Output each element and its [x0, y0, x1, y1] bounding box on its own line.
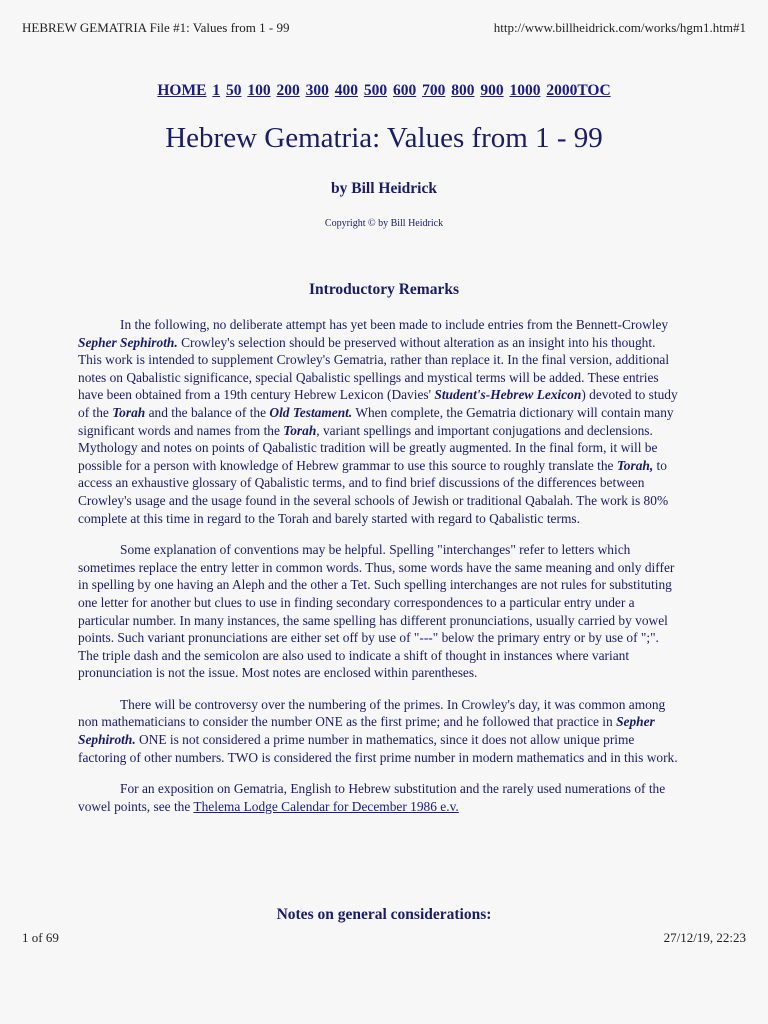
p1-italic-lexicon: Student's-Hebrew Lexicon: [434, 387, 582, 403]
p3-italic-sepher: Sepher Sephiroth.: [78, 714, 655, 748]
nav-link-100[interactable]: 100: [247, 82, 271, 99]
top-nav: [0, 82, 768, 100]
print-footer-page-count: 1 of 69: [22, 930, 59, 945]
thelema-calendar-link[interactable]: Thelema Lodge Calendar for December 1986 e.v.: [193, 798, 459, 814]
p4-text-a: For an exposition on Gematria, English to Hebrew substitution and the rarely used numerations of the vowel points, see the: [78, 781, 666, 814]
p1-text-g: and the balance of the: [145, 404, 270, 420]
print-header-title: HEBREW GEMATRIA File #1: Values from 1 - 99: [22, 20, 290, 35]
print-footer-datetime: 27/12/19, 22:23: [663, 930, 746, 945]
p3-text-a: There will be controversy over the numbering of the primes. In Crowley's day, it was common among non mathematicians to consider the number ONE as the first prime; and he followed that practice in: [78, 696, 666, 730]
p1-text-k: , variant spellings and important conjugations and declensions. Mythology and notes on points of Qabalistic tradition will be greatly augmented. In the final form, it will be possible for a person with knowledge of Hebrew grammar to use this source to roughly translate the: [78, 422, 658, 473]
p1-italic-torah-3: Torah,: [616, 457, 654, 473]
p1-text-c: Crowley's selection should be preserved without alteration as an insight into his thought. This work is intended to supplement Crowley's Gematria, rather than replace it. In the final version, additional notes on Qabalistic significance, special Qabalistic spellings and mystical terms will be added. These entries have been obtained from a 19th century Hebrew Lexicon (Davies': [78, 334, 670, 403]
p1-text-a: In the following, no deliberate attempt has yet been made to include entries from the Bennett-Crowley: [120, 317, 669, 332]
p1-italic-torah-2: Torah: [283, 422, 317, 438]
paragraph-3: [78, 696, 678, 766]
print-header-url: http://www.billheidrick.com/works/hgm1.htm#1: [493, 20, 746, 35]
nav-link-1[interactable]: 1: [212, 82, 221, 99]
nav-link-1000[interactable]: 1000: [509, 82, 541, 99]
p1-italic-sepher: Sepher Sephiroth.: [78, 334, 178, 350]
paragraph-1: [78, 316, 678, 527]
p3-text-c: ONE is not considered a prime number in mathematics, since it does not allow unique prime factoring of other numbers. TWO is considered the first prime number in modern mathematics and in this work.: [78, 732, 678, 765]
nav-link-800[interactable]: 800: [451, 82, 475, 99]
copyright-notice: Copyright © by Bill Heidrick: [324, 218, 444, 229]
p1-text-e: ) devoted to study of the: [78, 387, 678, 420]
page-title: Hebrew Gematria: Values from 1 - 99: [165, 122, 603, 154]
nav-link-2000toc[interactable]: 2000TOC: [546, 82, 611, 99]
paragraph-2: Some explanation of conventions may be helpful. Spelling "interchanges" refer to letters which sometimes replace the entry letter in common words. Thus, some words have the same meaning and only differ in spelling by one having an Aleph and the other a Tet. Such spelling interchanges are not rules for substituting one letter for another but clues to use in finding secondary correspondences to a particular entry under a particular number. In many instances, the same spelling has different pronunciations, usually carried by vowel points. Such variant pronunciations are either set off by use of "---" below the primary entry or by use of ";". The triple dash and the semicolon are also used to indicate a shift of thought in instances where variant pronunciation is not the issue. Most notes are enclosed within parentheses.: [78, 542, 675, 681]
nav-link-50[interactable]: 50: [225, 82, 242, 99]
p1-text-i: When complete, the Gematria dictionary will contain many significant words and names from the: [78, 404, 674, 438]
paragraph-4: [78, 780, 678, 815]
nav-link-900[interactable]: 900: [480, 82, 504, 99]
nav-link-700[interactable]: 700: [422, 82, 446, 99]
author-byline: by Bill Heidrick: [331, 180, 437, 197]
p1-text-m: to access an exhaustive glossary of Qabalistic terms, and to find brief discussions of the differences between Crowley's usage and the usage found in the several schools of Jewish or traditional Qabalah. The work is 80% complete at this time in regard to the Torah and barely started with regard to Qabalistic terms.: [78, 457, 669, 526]
notes-heading: Notes on general considerations:: [276, 906, 492, 923]
p1-italic-old-testament: Old Testament.: [269, 404, 353, 420]
nav-link-home[interactable]: HOME: [157, 82, 207, 99]
nav-link-600[interactable]: 600: [392, 82, 417, 99]
nav-link-200[interactable]: 200: [276, 82, 300, 99]
nav-link-400[interactable]: 400: [334, 82, 358, 99]
nav-link-500[interactable]: 500: [363, 82, 388, 99]
intro-body: [78, 316, 678, 829]
nav-link-300[interactable]: 300: [305, 82, 329, 99]
intro-heading: Introductory Remarks: [309, 281, 459, 298]
p1-italic-torah: Torah: [112, 404, 146, 420]
